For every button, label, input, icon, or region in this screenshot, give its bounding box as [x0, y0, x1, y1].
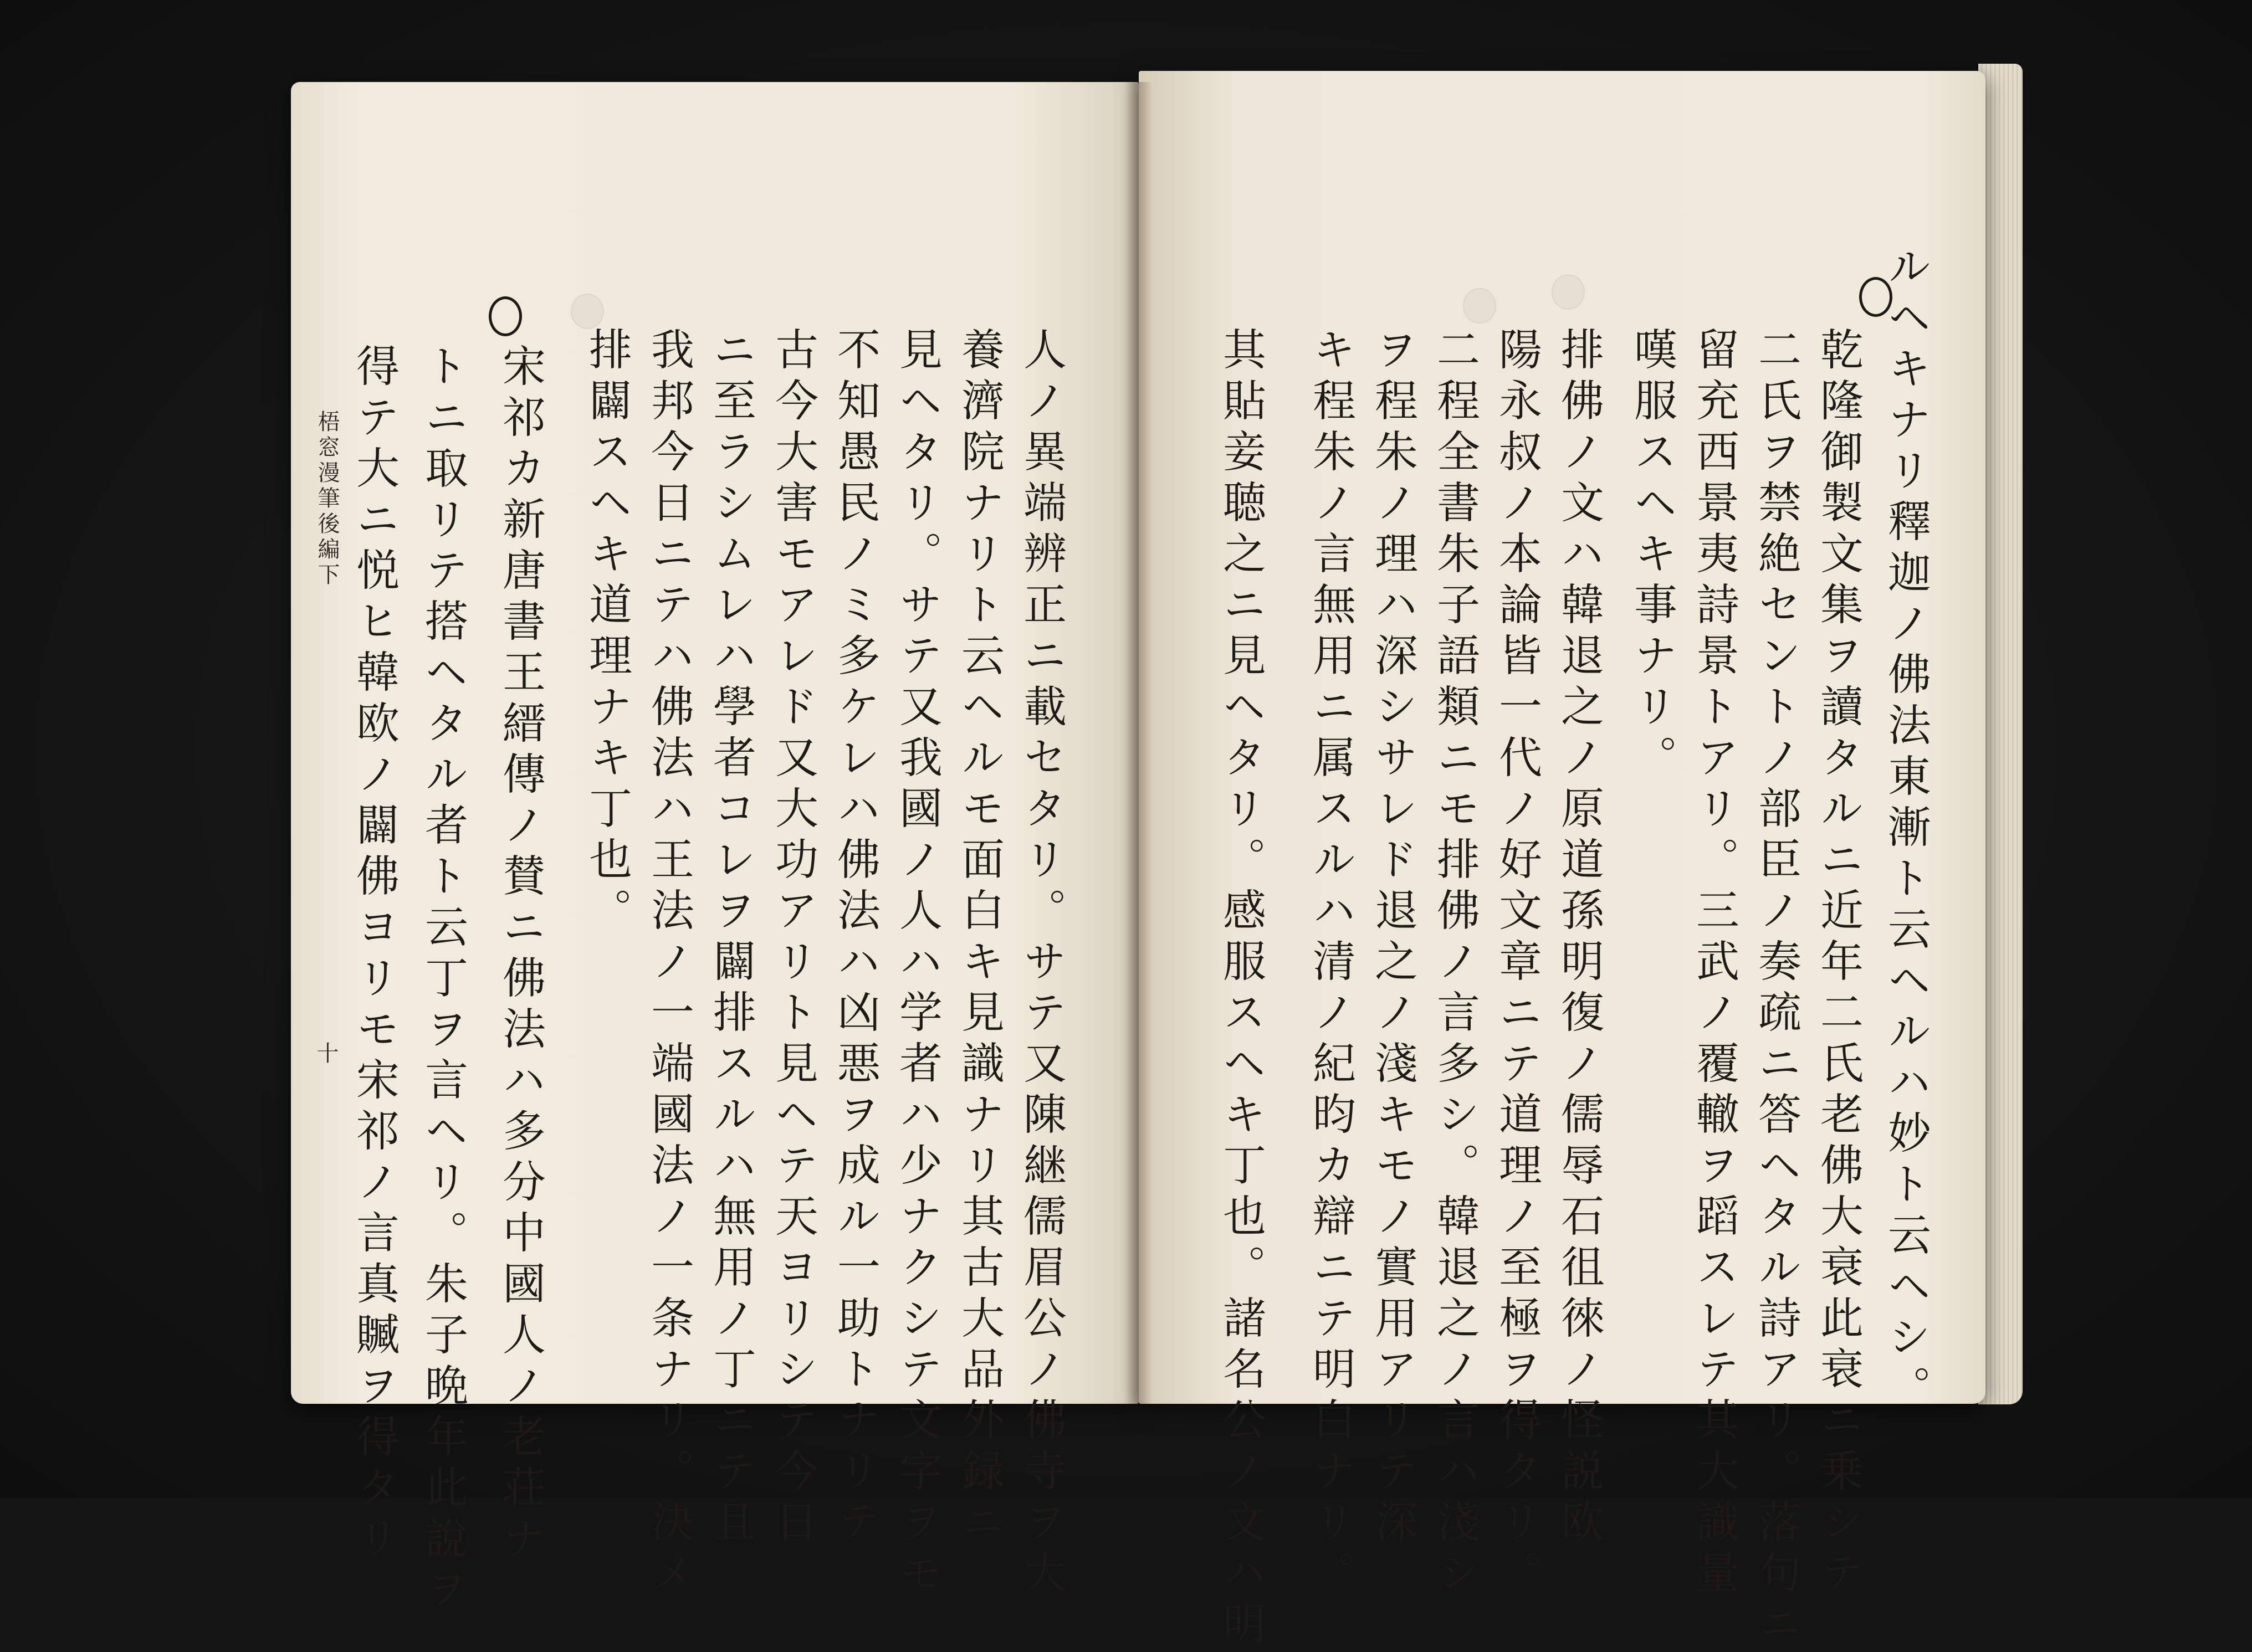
text-column: 排闢スヘキ道理ナキ丁也。: [582, 327, 632, 938]
text-column: トニ取リテ搭ヘタル者ト云丁ヲ言ヘリ。朱子晩年此說ヲ: [418, 343, 468, 1618]
text-column: 不知愚民ノミ多ケレハ佛法ハ凶悪ヲ成ル一助トナリテ: [830, 327, 880, 1550]
margin-title: 梧窓漫筆後編下: [314, 410, 340, 588]
binding-hole: [1463, 288, 1496, 324]
text-column: 留充西景夷詩景トアリ。三武ノ覆轍ヲ蹈スレテ其大識量: [1689, 327, 1739, 1601]
text-column: キ程朱ノ言無用ニ属スルハ清ノ紀昀カ辯ニテ明白ナリ。: [1306, 327, 1355, 1601]
paragraph-circle-mark: [489, 296, 522, 336]
text-column: 宋祁カ新唐書王縉傳ノ賛ニ佛法ハ多分中國人ノ老荘ナ: [495, 343, 545, 1567]
text-column: 二氏ヲ禁絶セントノ部臣ノ奏疏ニ答ヘタル詩アリ。落句ニ: [1751, 327, 1801, 1652]
text-column: 二程全書朱子語類ニモ排佛ノ言多シ。韓退之ノ言ハ淺シ: [1430, 327, 1480, 1601]
text-column: 乾隆御製文集ヲ讀タルニ近年二氏老佛大衰此衰ニ乗シテ: [1813, 327, 1863, 1601]
text-column: 養濟院ナリト云ヘルモ面白キ見識ナリ其古大品外録ニ: [954, 327, 1004, 1550]
text-column: ヲ程朱ノ理ハ深シサレド退之ノ淺キモノ實用アリテ深: [1368, 327, 1417, 1550]
text-column: 古今大害モアレド又大功アリト見ヘテ天ヨリシテ今日: [768, 327, 818, 1550]
text-column: ルヘキナリ釋迦ノ佛法東漸ト云ヘルハ妙ト云ヘシ。: [1881, 244, 1931, 1416]
text-column: ニ至ラシムレハ學者コレヲ闢排スルハ無用ノ丁ニテ且: [706, 327, 756, 1550]
text-column: 見ヘタリ。サテ又我國ノ人ハ学者ハ少ナクシテ文字ヲモ: [892, 327, 942, 1601]
text-column: 其貼妾聴之ニ見ヘタリ。感服スヘキ丁也。諸名公ノ文ハ明: [1216, 327, 1266, 1652]
page-folio: 十: [313, 1042, 339, 1067]
binding-hole: [1552, 274, 1585, 310]
text-column: 陽永叔ノ本論皆一代ノ好文章ニテ道理ノ至極ヲ得タリ。: [1492, 327, 1542, 1601]
text-column: 排佛ノ文ハ韓退之ノ原道孫明復ノ儒辱石徂徠ノ怪説欧: [1554, 327, 1604, 1550]
binding-hole: [571, 294, 604, 329]
text-column: 我邦今日ニテハ佛法ハ王法ノ一端國法ノ一条ナリ。決メ: [644, 327, 694, 1601]
text-column: 嘆服スヘキ事ナリ。: [1627, 327, 1677, 786]
text-column: 得テ大ニ悦ヒ韓欧ノ闢佛ヨリモ宋祁ノ言真贓ヲ得タリ: [349, 343, 399, 1567]
text-column: 人ノ異端辨正ニ載セタリ。サテ又陳継儒眉公ノ佛寺ヲ大: [1016, 327, 1066, 1601]
book-gutter: [1125, 82, 1153, 1404]
